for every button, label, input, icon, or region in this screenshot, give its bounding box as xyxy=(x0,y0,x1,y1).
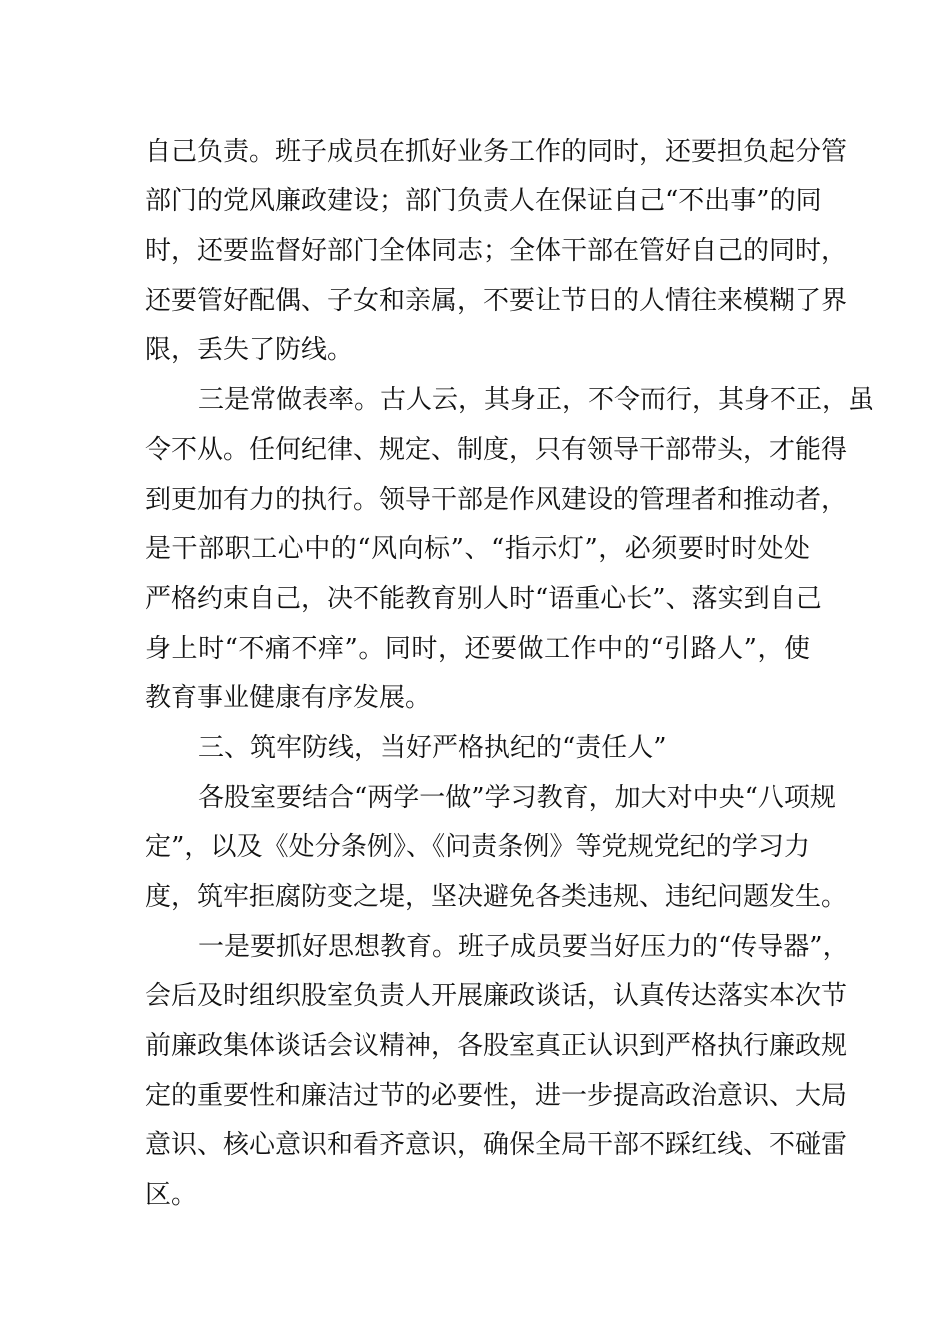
text-line: 时，还要监督好部门全体同志；全体干部在管好自己的同时， xyxy=(145,236,848,266)
text-line: 教育事业健康有序发展。 xyxy=(145,683,432,713)
text-line: 严格约束自己，决不能教育别人时“语重心长”、落实到自己 xyxy=(145,584,822,614)
paragraph-first-line: 三是常做表率。古人云，其身正，不令而行，其身不正，虽 xyxy=(198,385,875,415)
text-line: 前廉政集体谈话会议精神，各股室真正认识到严格执行廉政规 xyxy=(145,1031,848,1061)
section-heading: 三、筑牢防线，当好严格执纪的“责任人” xyxy=(198,733,667,763)
paragraph-first-line: 一是要抓好思想教育。班子成员要当好压力的“传导器”， xyxy=(198,932,849,962)
text-line: 定”，以及《处分条例》、《问责条例》等党规党纪的学习力 xyxy=(145,832,810,862)
text-line: 令不从。任何纪律、规定、制度，只有领导干部带头，才能得 xyxy=(145,435,848,465)
paragraph-first-line: 各股室要结合“两学一做”学习教育，加大对中央“八项规 xyxy=(198,783,836,813)
text-line: 意识、核心意识和看齐意识，确保全局干部不踩红线、不碰雷 xyxy=(145,1130,848,1160)
text-line: 区。 xyxy=(145,1180,198,1210)
text-line: 度，筑牢拒腐防变之堤，坚决避免各类违规、违纪问题发生。 xyxy=(145,882,848,912)
text-line: 还要管好配偶、子女和亲属，不要让节日的人情往来模糊了界 xyxy=(145,286,848,316)
text-line: 是干部职工心中的“风向标”、“指示灯”，必须要时时处处 xyxy=(145,534,810,564)
text-line: 会后及时组织股室负责人开展廉政谈话，认真传达落实本次节 xyxy=(145,981,848,1011)
text-line: 定的重要性和廉洁过节的必要性，进一步提高政治意识、大局 xyxy=(145,1081,848,1111)
text-line: 自己负责。班子成员在抓好业务工作的同时，还要担负起分管 xyxy=(145,137,848,167)
text-line: 部门的党风廉政建设；部门负责人在保证自己“不出事”的同 xyxy=(145,186,822,216)
text-line: 身上时“不痛不痒”。同时，还要做工作中的“引路人”，使 xyxy=(145,634,810,664)
text-line: 限，丢失了防线。 xyxy=(145,335,354,365)
text-line: 到更加有力的执行。领导干部是作风建设的管理者和推动者， xyxy=(145,485,848,515)
